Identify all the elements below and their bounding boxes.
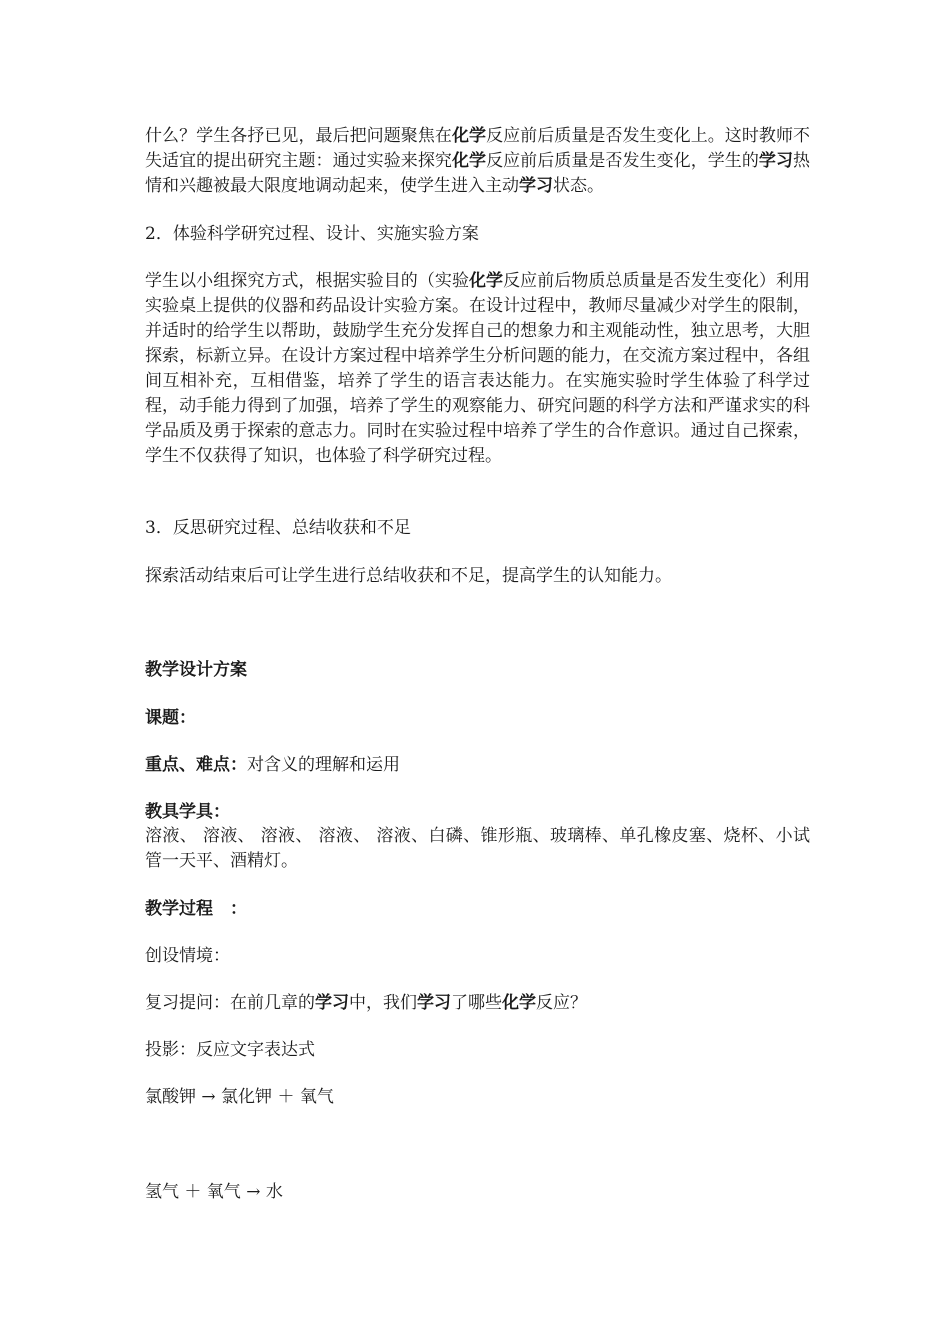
topic-label: 课题：	[145, 708, 196, 728]
equation-hydrogen-oxygen: 氢气 ＋ 氧气 → 水	[145, 1182, 283, 1202]
text-run: 反应？	[536, 993, 587, 1013]
keyword-chemistry: 化学	[502, 993, 536, 1013]
keyword-learning: 学习	[758, 151, 794, 171]
keyword-learning: 学习	[315, 993, 349, 1013]
key-points	[145, 753, 810, 778]
scenario-label: 创设情境：	[145, 946, 230, 966]
intro-paragraph	[145, 124, 810, 199]
keyword-learning: 学习	[417, 993, 451, 1013]
keyword-chemistry: 化学	[469, 271, 504, 291]
section-heading-2: 2．体验科学研究过程、设计、实施实验方案	[145, 224, 479, 244]
section-heading-3: 3．反思研究过程、总结收获和不足	[145, 518, 411, 538]
key-points-label: 重点、难点：	[145, 755, 247, 775]
keyword-chemistry: 化学	[451, 126, 487, 146]
text-run: 反应前后质量是否发生变化，学生的	[486, 151, 759, 171]
process-label: 教学过程 ：	[145, 899, 247, 919]
text-run: 学生以小组探究方式，根据实验目的（实验	[145, 271, 469, 291]
key-points-text: 对含义的理解和运用	[247, 755, 400, 775]
keyword-chemistry: 化学	[451, 151, 487, 171]
tools-label: 教具学具：	[145, 802, 230, 822]
tools-text: 溶液、 溶液、 溶液、 溶液、 溶液、白磷、锥形瓶、玻璃棒、单孔橡皮塞、烧杯、小试管一天平、酒精灯。	[145, 826, 810, 871]
text-run: 反应前后质量是否发生变化上。这时教师不失适宜的提出研究主题：通过实验来探究	[145, 126, 811, 171]
experiment-paragraph	[145, 269, 810, 469]
text-run: 反应前后物质总质量是否发生变化）利用实验桌上提供的仪器和药品设计实验方案。在设计过程中，教师尽量减少对学生的限制，并适时的给学生以帮助，鼓励学生充分发挥自己的想象力和主观能动性，独立思考，大胆探索，标新立异。在设计方案过程中培养学生分析问题的能力，在交流方案过程中，各组间互相补充，互相借鉴，培养了学生的语言表达能力。在实施实验时学生体验了科学过程，动手能力得到了加强，培养了学生的观察能力、研究问题的科学方法和严谨求实的科学品质及勇于探索的意志力。同时在实验过程中培养了学生的合作意识。通过自己探索，学生不仅获得了知识，也体验了科学研究过程。	[145, 271, 811, 466]
keyword-learning: 学习	[519, 176, 553, 196]
projection-label: 投影：反应文字表达式	[145, 1040, 315, 1060]
text-run: 什么？学生各抒已见，最后把问题聚焦在	[145, 126, 452, 146]
review-question	[145, 991, 810, 1016]
text-run: 热情和兴趣被最大限度地调动起来，使学生进入主动	[145, 151, 811, 196]
text-run: 中，我们	[349, 993, 417, 1013]
text-run: 状态。	[553, 176, 604, 196]
text-run: 复习提问：在前几章的	[145, 993, 315, 1013]
text-run: 了哪些	[451, 993, 502, 1013]
reflection-paragraph: 探索活动结束后可让学生进行总结收获和不足，提高学生的认知能力。	[145, 566, 672, 586]
equation-potassium-chlorate: 氯酸钾 → 氯化钾 ＋ 氧气	[145, 1087, 334, 1107]
design-title: 教学设计方案	[145, 660, 247, 680]
